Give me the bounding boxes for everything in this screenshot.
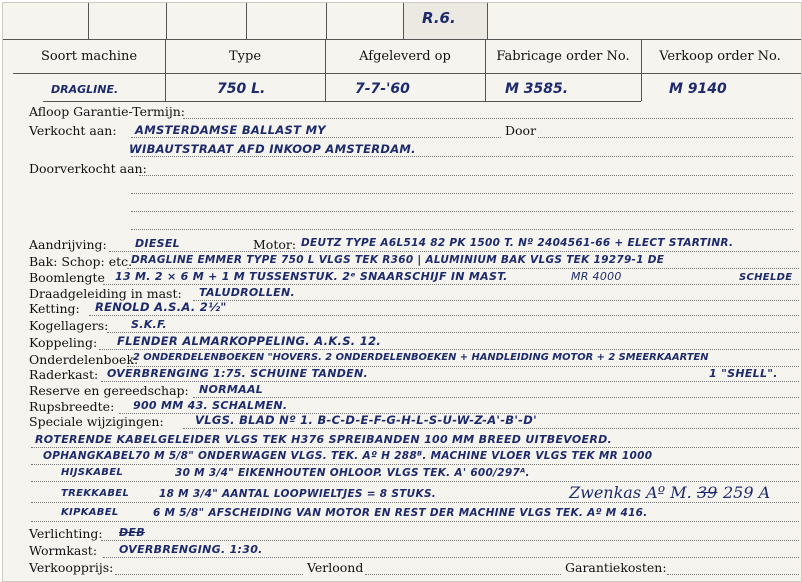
fill-line bbox=[667, 574, 799, 575]
fill-line bbox=[103, 284, 799, 285]
bak-value: DRAGLINE EMMER TYPE 750 L VLGS TEK R360 | ALUMINIUM BAK VLGS TEK 19279-1 DE bbox=[131, 254, 665, 266]
fill-line bbox=[89, 315, 799, 316]
fill-line bbox=[127, 268, 799, 269]
note-trekkabel-value: 18 M 3/4" AANTAL LOOPWIELTJES = 8 STUKS. bbox=[159, 488, 437, 500]
wormkast-label: Wormkast: bbox=[29, 543, 98, 558]
reference-tab bbox=[403, 3, 488, 39]
tab-cell bbox=[245, 3, 247, 39]
fill-line bbox=[109, 251, 799, 252]
card-reference: R.6. bbox=[422, 9, 456, 27]
col-afgeleverd: Afgeleverd op bbox=[325, 40, 486, 73]
raderkast-extra: 1 "SHELL". bbox=[709, 367, 778, 380]
fill-line bbox=[131, 137, 501, 138]
motor-label: Motor: bbox=[253, 237, 297, 252]
zwenkas-note: Zwenkas Aº M. bbox=[569, 483, 692, 502]
fill-line bbox=[101, 540, 799, 541]
col-fabricage-order: Fabricage order No. bbox=[485, 40, 642, 73]
fill-line bbox=[31, 464, 799, 465]
kogel-label: Kogellagers: bbox=[29, 318, 109, 333]
verkocht-line1: AMSTERDAMSE BALLAST MY bbox=[135, 123, 326, 137]
fill-line bbox=[31, 481, 799, 482]
fill-line bbox=[107, 332, 799, 333]
fill-line bbox=[31, 521, 799, 522]
motor-value: DEUTZ TYPE A6L514 82 PK 1500 T. Nº 2404561-66 + ELECT STARTINR. bbox=[301, 237, 734, 249]
boomlengte-extra1: MR 4000 bbox=[571, 270, 622, 283]
fill-line bbox=[131, 229, 793, 230]
fabricage-value: M 3585. bbox=[505, 81, 569, 97]
fill-line bbox=[183, 428, 799, 429]
speciale-value: VLGS. BLAD Nº 1. B-C-D-E-F-G-H-L-S-U-W-Z-A'-B'-D' bbox=[195, 413, 537, 427]
col-verkoop-order: Verkoop order No. bbox=[659, 49, 781, 64]
index-card bbox=[2, 2, 802, 582]
note-ophangkabel-label: OPHANGKABEL bbox=[43, 450, 136, 462]
col-soort-machine: Soort machine bbox=[13, 40, 166, 73]
kogel-value: S.K.F. bbox=[131, 318, 167, 331]
note-trekkabel-label: TREKKABEL bbox=[61, 488, 130, 499]
verloond-label: Verloond bbox=[307, 560, 364, 575]
garantiekosten-label: Garantiekosten: bbox=[565, 560, 667, 575]
soort-machine-value: DRAGLINE. bbox=[51, 83, 119, 96]
raderkast-value: OVERBRENGING 1:75. SCHUINE TANDEN. bbox=[107, 367, 368, 380]
raderkast-label: Raderkast: bbox=[29, 367, 99, 382]
aandrijving-label: Aandrijving: bbox=[29, 237, 107, 252]
fill-line bbox=[183, 118, 793, 119]
reserve-label: Reserve en gereedschap: bbox=[29, 383, 189, 398]
boomlengte-extra2: SCHELDE bbox=[739, 272, 793, 283]
fill-line bbox=[193, 300, 799, 301]
note-ophangkabel-value: 70 M 5/8" ONDERWAGEN VLGS. TEK. Aº H 288ᴮ. MACHINE VLOER VLGS TEK MR 1000 bbox=[135, 450, 653, 462]
note-hijskabel-label: HIJSKABEL bbox=[61, 467, 124, 478]
fill-line bbox=[131, 193, 793, 194]
door-label: Door bbox=[505, 123, 537, 138]
draad-value: TALUDROLLEN. bbox=[199, 286, 295, 299]
col-type: Type bbox=[165, 40, 326, 73]
verkoop-value: M 9140 bbox=[669, 81, 727, 97]
fill-line bbox=[131, 156, 793, 157]
note-kipkabel-value: 6 M 5/8" AFSCHEIDING VAN MOTOR EN REST DER MACHINE VLGS TEK. Aº M 416. bbox=[153, 507, 648, 519]
verkocht-label: Verkocht aan: bbox=[29, 123, 117, 138]
rups-label: Rupsbreedte: bbox=[29, 399, 115, 414]
ketting-label: Ketting: bbox=[29, 301, 80, 316]
rups-value: 900 MM 43. SCHALMEN. bbox=[133, 399, 288, 412]
onderdelen-value: 2 ONDERDELENBOEKEN "HOVERS. 2 ONDERDELENBOEKEN + HANDLEIDING MOTOR + 2 SMEERKAARTEN bbox=[133, 352, 709, 363]
zwenkas-number: 259 A bbox=[723, 483, 771, 502]
aandrijving-value: DIESEL bbox=[135, 237, 180, 250]
fill-line bbox=[99, 349, 799, 350]
fill-line bbox=[365, 574, 561, 575]
reserve-value: NORMAAL bbox=[199, 383, 264, 396]
verlichting-value: DEB bbox=[119, 526, 145, 539]
type-value: 750 L. bbox=[217, 81, 266, 97]
fill-line bbox=[101, 381, 799, 382]
afgeleverd-value: 7-7-'60 bbox=[355, 81, 410, 97]
fill-line bbox=[103, 557, 799, 558]
note-rotating-guide: ROTERENDE KABELGELEIDER VLGS TEK H376 SPREIBANDEN 100 MM BREED UITBEVOERD. bbox=[35, 433, 613, 446]
fill-line bbox=[538, 137, 793, 138]
tab-cell bbox=[165, 3, 167, 39]
bak-label: Bak: Schop: etc. bbox=[29, 254, 133, 269]
boomlengte-label: Boomlengte bbox=[29, 270, 105, 285]
fill-line bbox=[131, 211, 793, 212]
speciale-label: Speciale wijzigingen: bbox=[29, 414, 164, 429]
tab-cell bbox=[87, 3, 89, 39]
koppeling-label: Koppeling: bbox=[29, 335, 98, 350]
verlichting-label: Verlichting: bbox=[29, 526, 103, 541]
afloop-label: Afloop Garantie-Termijn: bbox=[29, 104, 186, 119]
fill-line bbox=[139, 175, 793, 176]
fill-line bbox=[193, 397, 799, 398]
note-hijskabel-value: 30 M 3/4" EIKENHOUTEN OHLOOP. VLGS TEK. A' 600/297ᴬ. bbox=[175, 467, 530, 479]
koppeling-value: FLENDER ALMARKOPPELING. A.K.S. 12. bbox=[117, 334, 382, 348]
fill-line bbox=[115, 574, 303, 575]
zwenkas-struck: 39 bbox=[697, 483, 718, 502]
verkoopprijs-label: Verkoopprijs: bbox=[29, 560, 114, 575]
wormkast-value: OVERBRENGING. 1:30. bbox=[119, 543, 263, 556]
header-rule bbox=[43, 101, 641, 102]
ketting-value: RENOLD A.S.A. 2½" bbox=[95, 300, 227, 314]
doorverkocht-label: Doorverkocht aan: bbox=[29, 161, 147, 176]
onderdelen-label: Onderdelenboek: bbox=[29, 352, 139, 367]
fill-line bbox=[31, 447, 799, 448]
tab-cell bbox=[325, 3, 327, 39]
note-kipkabel-label: KIPKABEL bbox=[61, 507, 119, 518]
draad-label: Draadgeleiding in mast: bbox=[29, 286, 182, 301]
boomlengte-value: 13 M. 2 × 6 M + 1 M TUSSENSTUK. 2ᵉ SNAARSCHIJF IN MAST. bbox=[115, 270, 508, 283]
fill-line bbox=[31, 502, 799, 503]
verkocht-line2: WIBAUTSTRAAT AFD INKOOP AMSTERDAM. bbox=[129, 142, 416, 156]
